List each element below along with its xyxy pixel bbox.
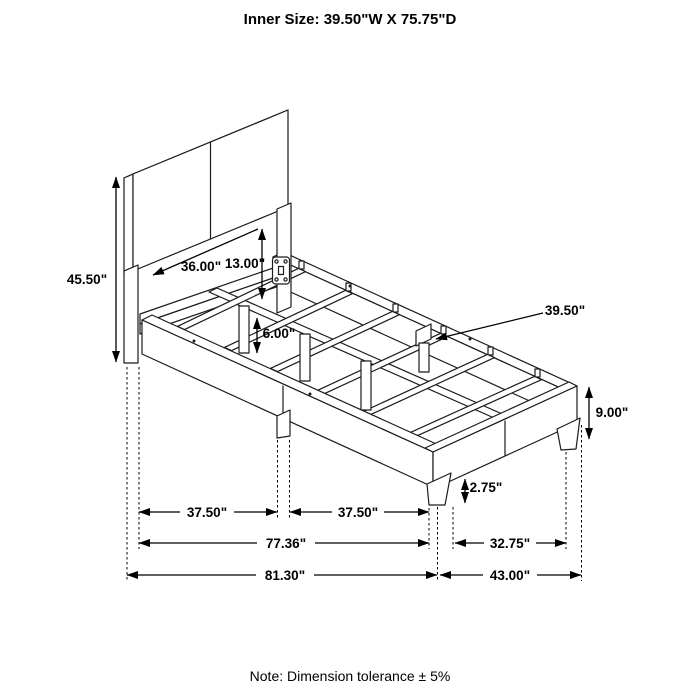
slat-tab	[441, 326, 446, 334]
tolerance-note: Note: Dimension tolerance ± 5%	[249, 668, 451, 684]
slat-tab	[393, 304, 398, 312]
foot-board	[425, 382, 580, 505]
dim-rail-height: 9.00"	[595, 405, 629, 420]
dim-slat-inner-width: 39.50"	[544, 303, 586, 318]
dim-foot-leg-height: 2.75"	[469, 480, 503, 495]
dim-head-to-center: 37.50"	[186, 505, 228, 520]
slat-tab	[488, 347, 493, 355]
slat-tab	[299, 261, 304, 269]
support-leg	[419, 343, 429, 372]
dim-center-to-foot: 37.50"	[337, 505, 379, 520]
headboard-side-edge	[124, 174, 133, 275]
dim-headboard-height: 45.50"	[66, 272, 108, 287]
leader-39-50	[436, 313, 543, 339]
support-leg	[239, 306, 249, 353]
dim-support-leg-height: 6.00"	[262, 326, 296, 341]
headboard-left-leg	[124, 265, 138, 363]
dim-leg-exposed: 13.00"	[224, 256, 266, 271]
dim-headboard-width: 36.00"	[180, 259, 222, 274]
slat-tab	[535, 369, 540, 377]
support-leg	[300, 334, 310, 381]
dim-foot-legs-span: 32.75"	[489, 536, 531, 551]
dim-rail-length: 77.36"	[265, 536, 307, 551]
support-leg	[361, 361, 371, 410]
rail-bracket	[273, 257, 290, 284]
dim-overall-end-width: 43.00"	[489, 568, 531, 583]
dim-overall-length: 81.30"	[264, 568, 306, 583]
page-title: Inner Size: 39.50"W X 75.75"D	[243, 11, 457, 28]
bed-frame	[124, 110, 580, 505]
